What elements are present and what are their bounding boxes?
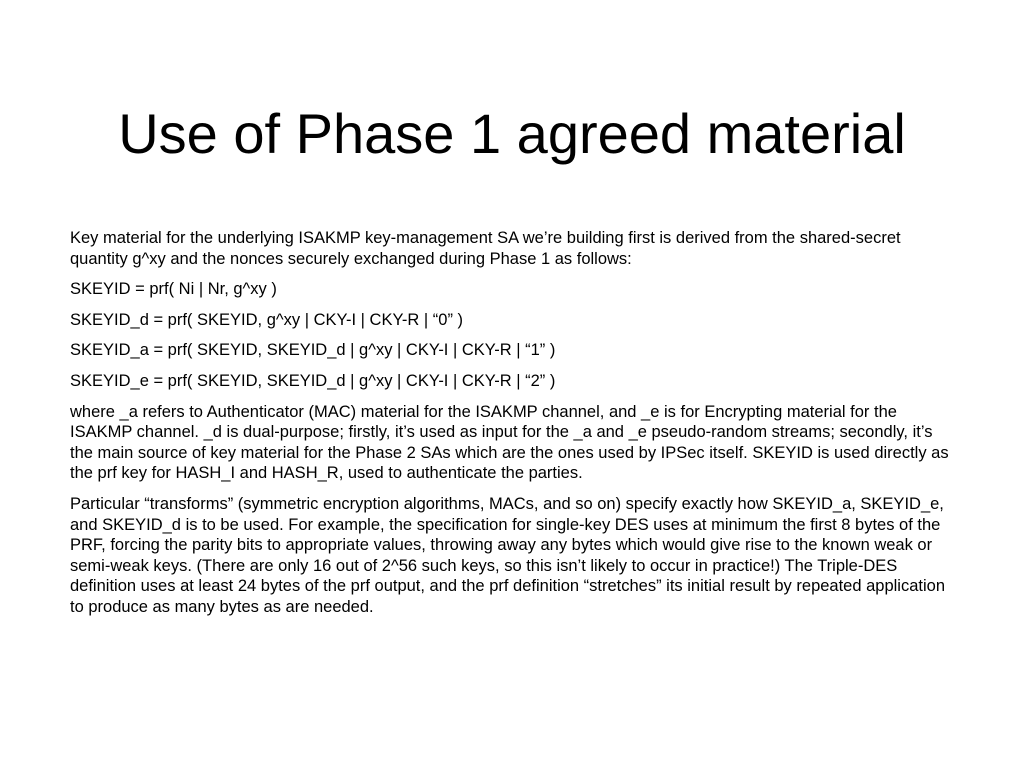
skeyid-a-formula: SKEYID_a = prf( SKEYID, SKEYID_d | g^xy | CKY-I | CKY-R | “1” ) xyxy=(70,341,556,360)
transforms-paragraph: Particular “transforms” (symmetric encryption algorithms, MACs, and so on) specify exactly how SKEYID_a, SKEYID_e, and SKEYID_d is to be used. For example, the specification for single-key DES uses at minimum the first 8 bytes of the PRF, forcing the parity bits to appropriate values, throwing away any bytes which would give rise to the known weak or semi-weak keys. (There are only 16 out of 2^56 such keys, so this isn’t likely to occur in practice!) The Triple-DES definition uses at least 24 bytes of the prf output, and the prf definition “stretches” its initial result by repeated application to produce as many bytes as are needed. xyxy=(70,494,946,616)
explanation-paragraph: where _a refers to Authenticator (MAC) material for the ISAKMP channel, and _e is for Encrypting material for the ISAKMP channel. _d is dual-purpose; firstly, it’s used as input for the _a and _e pseudo-random streams; secondly, it’s the main source of key material for the Phase 2 SAs which are the ones used by IPSec itself. SKEYID is used directly as the prf key for HASH_I and HASH_R, used to authenticate the parties. xyxy=(70,402,949,483)
skeyid-formula: SKEYID = prf( Ni | Nr, g^xy ) xyxy=(70,280,277,299)
skeyid-d-formula: SKEYID_d = prf( SKEYID, g^xy | CKY-I | CKY-R | “0” ) xyxy=(70,310,464,329)
skeyid-e-formula: SKEYID_e = prf( SKEYID, SKEYID_d | g^xy | CKY-I | CKY-R | “2” ) xyxy=(70,371,556,390)
slide-body xyxy=(70,228,950,628)
intro-paragraph: Key material for the underlying ISAKMP key-management SA we’re building first is derived from the shared-secret quantity g^xy and the nonces securely exchanged during Phase 1 as follows: xyxy=(70,229,901,268)
slide-title: Use of Phase 1 agreed material xyxy=(118,102,906,165)
